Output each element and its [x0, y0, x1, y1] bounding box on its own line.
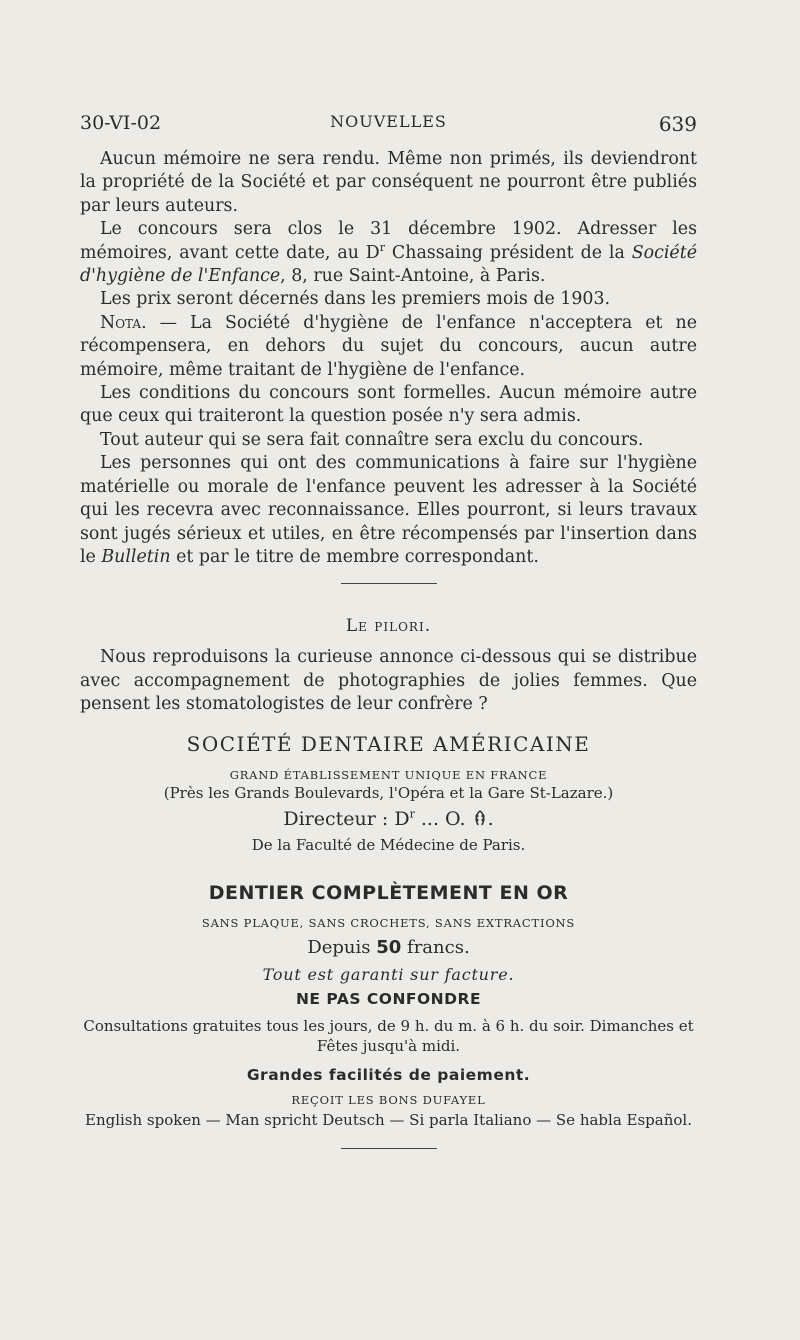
- ad-price-amount: 50: [376, 936, 402, 958]
- ad-warning: NE PAS CONFONDRE: [295, 989, 482, 1008]
- paragraph-memoire: Aucun mémoire ne sera rendu. Même non primés, ils deviendront la propriété de la Société et par conséquent ne pourront être publiés par leurs auteurs.: [80, 149, 697, 216]
- paragraph-concours: Le concours sera clos le 31 décembre 1902. Adresser les mémoires, avant cette date, au $D^r$ Chassaing président de la Société d'hygiène de l'Enfance, 8, rue Saint-Antoine, à Paris.: [80, 219, 697, 287]
- divider: [341, 583, 437, 584]
- ad-guarantee: Tout est garanti sur facture.: [262, 964, 515, 984]
- page-number: 639: [658, 112, 697, 136]
- page: [80, 106, 697, 1149]
- ad-faculty: De la Faculté de Médecine de Paris.: [251, 835, 526, 854]
- paragraph-nota: Nota. — La Société d'hygiène de l'enfance n'acceptera et ne récompensera, en dehors du sujet du concours, aucun autre mémoire, même traitant de l'hygiène de l'enfance.: [80, 312, 697, 380]
- laurel-emblem-icon: [472, 809, 488, 827]
- ad-payment: Grandes facilités de paiement.: [246, 1065, 531, 1084]
- advertisement: [80, 732, 697, 1130]
- ad-company-name: SOCIÉTÉ DENTAIRE AMÉRICAINE: [186, 731, 591, 756]
- bulletin-title: Bulletin: [101, 546, 171, 567]
- society-name: Société d'hygiène de l'Enfance: [80, 242, 697, 287]
- paragraph-communications: Les personnes qui ont des communications à faire sur l'hygiène matérielle ou morale de l'enfance peuvent les adresser à la Société qui les recevra avec reconnaissance. Elles pourront, si leurs travaux sont jugés sérieux et utiles, en être récompensés par l'insertion dans le Bulletin et par le titre de membre correspondant.: [80, 453, 697, 567]
- ad-price: Depuis 50 francs.: [307, 936, 470, 958]
- ad-features: SANS PLAQUE, SANS CROCHETS, SANS EXTRACTIONS: [201, 915, 576, 930]
- ad-subtitle: GRAND ÉTABLISSEMENT UNIQUE EN FRANCE: [229, 767, 548, 782]
- ad-languages: English spoken — Man spricht Deutsch — Si parla Italiano — Se habla Español.: [85, 1110, 692, 1129]
- ad-headline: DENTIER COMPLÈTEMENT EN OR: [208, 881, 569, 904]
- ad-vouchers: REÇOIT LES BONS DUFAYEL: [291, 1092, 486, 1107]
- paragraph-prix: Les prix seront décernés dans les premiers mois de 1903.: [100, 289, 611, 310]
- ad-consultations: Consultations gratuites tous les jours, de 9 h. du m. à 6 h. du soir. Dimanches et Fêtes jusqu'à midi.: [83, 1016, 694, 1055]
- section-title-pilori: Le pilori.: [345, 616, 432, 637]
- nota-label: Nota.: [100, 312, 147, 333]
- paragraph-exclusion: Tout auteur qui se sera fait connaître sera exclu du concours.: [100, 429, 644, 450]
- paragraph-conditions: Les conditions du concours sont formelles. Aucun mémoire autre que ceux qui traiteront la question posée n'y sera admis.: [80, 383, 697, 427]
- running-header: [80, 106, 697, 136]
- ad-director: Directeur : $D^r$ ... O. .: [283, 807, 494, 830]
- header-date: 30-VI-02: [80, 112, 162, 134]
- header-section: NOUVELLES: [330, 112, 447, 131]
- paragraph-pilori-intro: Nous reproduisons la curieuse annonce ci-dessous qui se distribue avec accompagnement de photographies de jolies femmes. Que pensent les stomatologistes de leur confrère ?: [80, 647, 697, 715]
- ad-location: (Près les Grands Boulevards, l'Opéra et la Gare St-Lazare.): [163, 783, 614, 802]
- divider-bottom: [341, 1148, 437, 1149]
